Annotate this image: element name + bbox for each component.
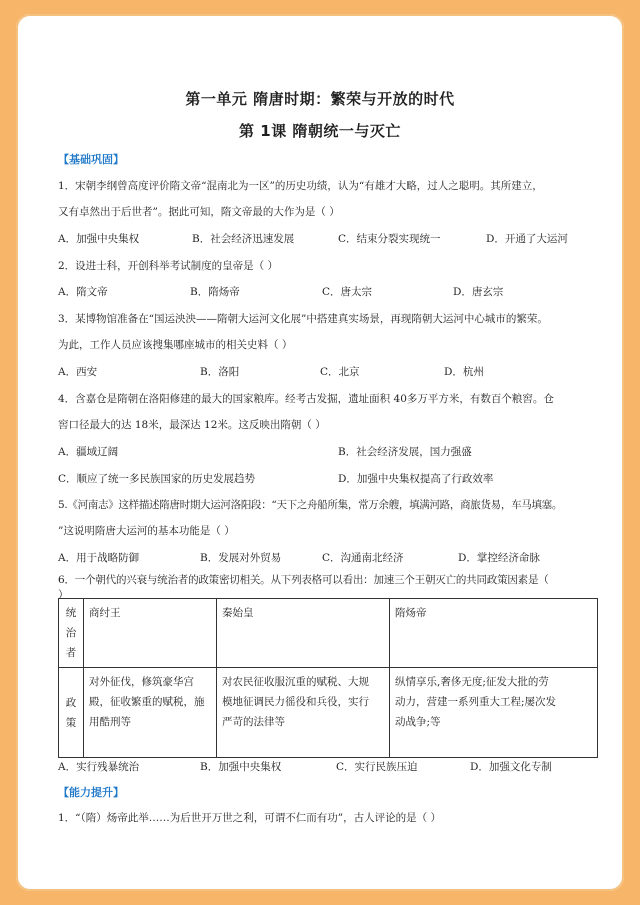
q2-option-b[interactable]: B．隋炀帝 [190,286,240,298]
q4-stem-line2: 窖口径最大的达 18米，最深达 12米。这反映出隋朝（ ） [58,419,326,431]
q1-option-c[interactable]: C．结束分裂实现统一 [338,233,441,245]
cell-line: 殿，征收繁重的赋税，施 [89,696,205,708]
q3-option-d[interactable]: D．杭州 [444,366,484,378]
section-advanced: 【能力提升】 [58,786,124,799]
cell-line: 严苛的法律等 [222,716,285,728]
section-basic: 【基础巩固】 [58,153,124,166]
q2-option-d[interactable]: D．唐玄宗 [453,286,504,298]
cell-line: 模地征调民力徭役和兵役，实行 [222,696,369,708]
q6-option-d[interactable]: D．加强文化专制 [470,761,552,773]
q3-stem-line2: 为此，工作人员应该搜集哪座城市的相关史料（ ） [58,339,293,351]
q1-option-a[interactable]: A．加强中央集权 [58,233,140,245]
cell-line: 对农民征收服沉重的赋税、大规 [222,676,369,688]
q7-stem-line1: 1．“（隋）炀帝此举……为后世开万世之利，可谓不仁而有功”，古人评论的是（ ） [58,812,442,824]
cell-line: 对外征伐，修筑豪华宫 [89,676,194,688]
q5-stem-line2: ”这说明隋唐大运河的基本功能是（ ） [58,525,235,537]
q6-option-b[interactable]: B．加强中央集权 [200,761,282,773]
q6-option-c[interactable]: C．实行民族压迫 [336,761,418,773]
lesson-title: 第 1课 隋朝统一与灭亡 [239,122,401,140]
q5-option-b[interactable]: B．发展对外贸易 [200,552,282,564]
q5-option-d[interactable]: D．掌控经济命脉 [458,552,540,564]
q1-stem-line2: 又有卓然出于后世者”。据此可知，隋文帝最的大作为是（ ） [58,206,340,218]
cell-line: 用酷刑等 [89,716,131,728]
table-row [59,668,598,758]
q3-stem-line1: 3．某博物馆准备在“国运泱泱——隋朝大运河文化展”中搭建真实场景，再现隋朝大运河中心城市的繁荣。 [58,313,548,325]
q6-stem-line2: ） [58,589,69,601]
q3-option-a[interactable]: A．西安 [58,366,98,378]
table-cell: 隋炀帝 [390,599,598,668]
q4-option-a[interactable]: A．疆域辽阔 [58,446,119,458]
q2-option-c[interactable]: C．唐太宗 [322,286,373,298]
q3-option-c[interactable]: C．北京 [320,366,360,378]
q1-option-b[interactable]: B．社会经济迅速发展 [192,233,295,245]
q6-stem-line1: 6．一个朝代的兴衰与统治者的政策密切相关。从下列表格可以看出：加速三个王朝灭亡的共同政策因素是（ [58,574,549,586]
cell-line: 动战争;等 [395,716,441,728]
table-cell [217,668,390,758]
q5-stem-line1: 5.《河南志》这样描述隋唐时期大运河洛阳段：“天下之舟船所集，常万余艘，填满河路，商旅货易，车马填塞。 [58,499,563,511]
q1-option-d[interactable]: D．开通了大运河 [486,233,568,245]
q6-option-a[interactable]: A．实行残暴统治 [58,761,140,773]
table-cell: 商纣王 [84,599,217,668]
q5-option-c[interactable]: C．沟通南北经济 [322,552,404,564]
table-cell: 秦始皇 [217,599,390,668]
cell-line: 动力，营建一系列重大工程;屡次发 [395,696,557,708]
q4-stem-line1: 4．含嘉仓是隋朝在洛阳修建的最大的国家粮库。经考古发掘，遗址面积 40多万平方米，有数百个粮窖。仓 [58,393,554,405]
table-row [59,599,598,668]
q5-option-a[interactable]: A．用于战略防御 [58,552,140,564]
table-cell [84,668,217,758]
q4-option-b[interactable]: B．社会经济发展，国力强盛 [338,446,472,458]
q4-option-d[interactable]: D．加强中央集权提高了行政效率 [338,473,494,485]
row-head-policy: 政策 [59,668,84,758]
worksheet-page [16,14,624,891]
cell-line: 纵情享乐,奢侈无度;征发大批的劳 [395,676,549,688]
q2-option-a[interactable]: A．隋文帝 [58,286,108,298]
q3-option-b[interactable]: B．洛阳 [200,366,240,378]
q1-stem-line1: 1．宋朝李纲曾高度评价隋文帝“混南北为一区”的历史功绩，认为“有雄才大略，过人之聪明。其所建立， [58,180,543,192]
table-cell [390,668,598,758]
row-head-ruler: 统治者 [59,599,84,668]
ruler-policy-table [58,598,598,758]
unit-title: 第一单元 隋唐时期：繁荣与开放的时代 [185,90,455,108]
q4-option-c[interactable]: C．顺应了统一多民族国家的历史发展趋势 [58,473,256,485]
q2-stem-line1: 2．设进士科，开创科举考试制度的皇帝是（ ） [58,260,279,272]
